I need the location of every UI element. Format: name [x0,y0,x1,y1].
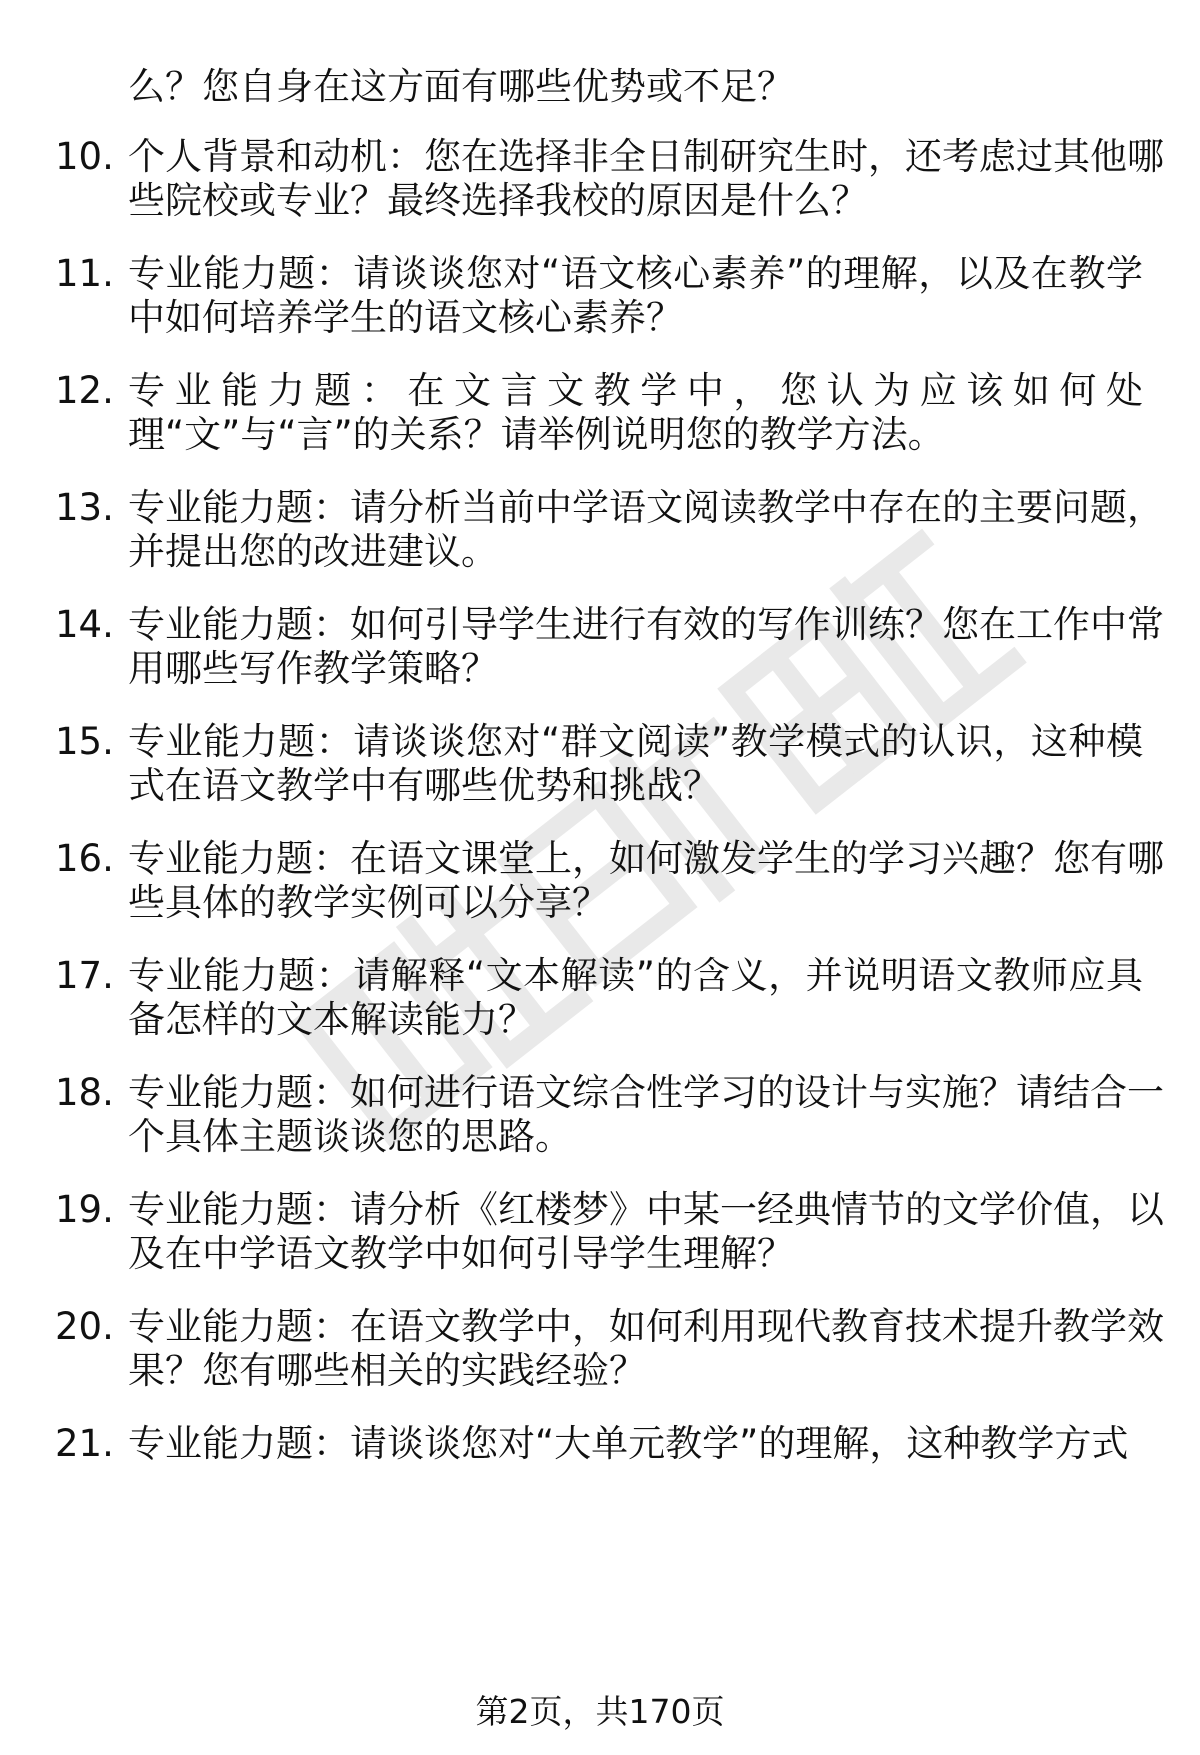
question-number: 18. [55,1071,114,1114]
question-text-line: 式在语文教学中有哪些优势和挑战？ [128,764,720,807]
question-number: 15. [55,720,114,763]
question-text-line: 专业能力题：请谈谈您对“大单元教学”的理解，这种教学方式 [128,1422,1129,1465]
question-text-line: 专业能力题：请谈谈您对“群文阅读”教学模式的认识，这种模 [128,720,1143,763]
question-text-line: 专业能力题：在文言文教学中，您认为应该如何处 [128,369,1143,412]
question-text-line: 些具体的教学实例可以分享？ [128,881,609,924]
question-number: 14. [55,603,114,646]
question-text-line: 些院校或专业？最终选择我校的原因是什么？ [128,179,868,222]
question-number: 21. [55,1422,114,1465]
question-number: 12. [55,369,114,412]
question-text-line: 理“文”与“言”的关系？请举例说明您的教学方法。 [128,413,945,456]
question-text-line: 专业能力题：请谈谈您对“语文核心素养”的理解，以及在教学 [128,252,1143,295]
question-number: 16. [55,837,114,880]
question-number: 13. [55,486,114,529]
question-text-line: 专业能力题：请分析当前中学语文阅读教学中存在的主要问题， [128,486,1164,529]
question-text-line: 并提出您的改进建议。 [128,530,498,573]
page-indicator: 第2页，共170页 [475,1692,725,1731]
question-number: 19. [55,1188,114,1231]
question-number: 10. [55,135,114,178]
question-text-line: 专业能力题：在语文教学中，如何利用现代教育技术提升教学效 [128,1305,1164,1348]
question-text-line: 个具体主题谈谈您的思路。 [128,1115,572,1158]
question-text-line: 中如何培养学生的语文核心素养？ [128,296,683,339]
question-text-line: 个人背景和动机：您在选择非全日制研究生时，还考虑过其他哪 [128,135,1164,178]
question-number: 17. [55,954,114,997]
question-text-line: 专业能力题：请解释“文本解读”的含义，并说明语文教师应具 [128,954,1143,997]
question-text-line: 用哪些写作教学策略？ [128,647,498,690]
question-text-line: 专业能力题：在语文课堂上，如何激发学生的学习兴趣？您有哪 [128,837,1164,880]
question-number: 11. [55,252,114,295]
question-text-line: 及在中学语文教学中如何引导学生理解？ [128,1232,794,1275]
question-text-line: 专业能力题：如何进行语文综合性学习的设计与实施？请结合一 [128,1071,1164,1114]
question-text-line: 专业能力题：如何引导学生进行有效的写作训练？您在工作中常 [128,603,1164,646]
question-number: 20. [55,1305,114,1348]
continuation-line: 么？您自身在这方面有哪些优势或不足？ [128,65,794,108]
question-text-line: 果？您有哪些相关的实践经验？ [128,1349,646,1392]
question-text-line: 备怎样的文本解读能力？ [128,998,535,1041]
question-text-line: 专业能力题：请分析《红楼梦》中某一经典情节的文学价值，以 [128,1188,1164,1231]
